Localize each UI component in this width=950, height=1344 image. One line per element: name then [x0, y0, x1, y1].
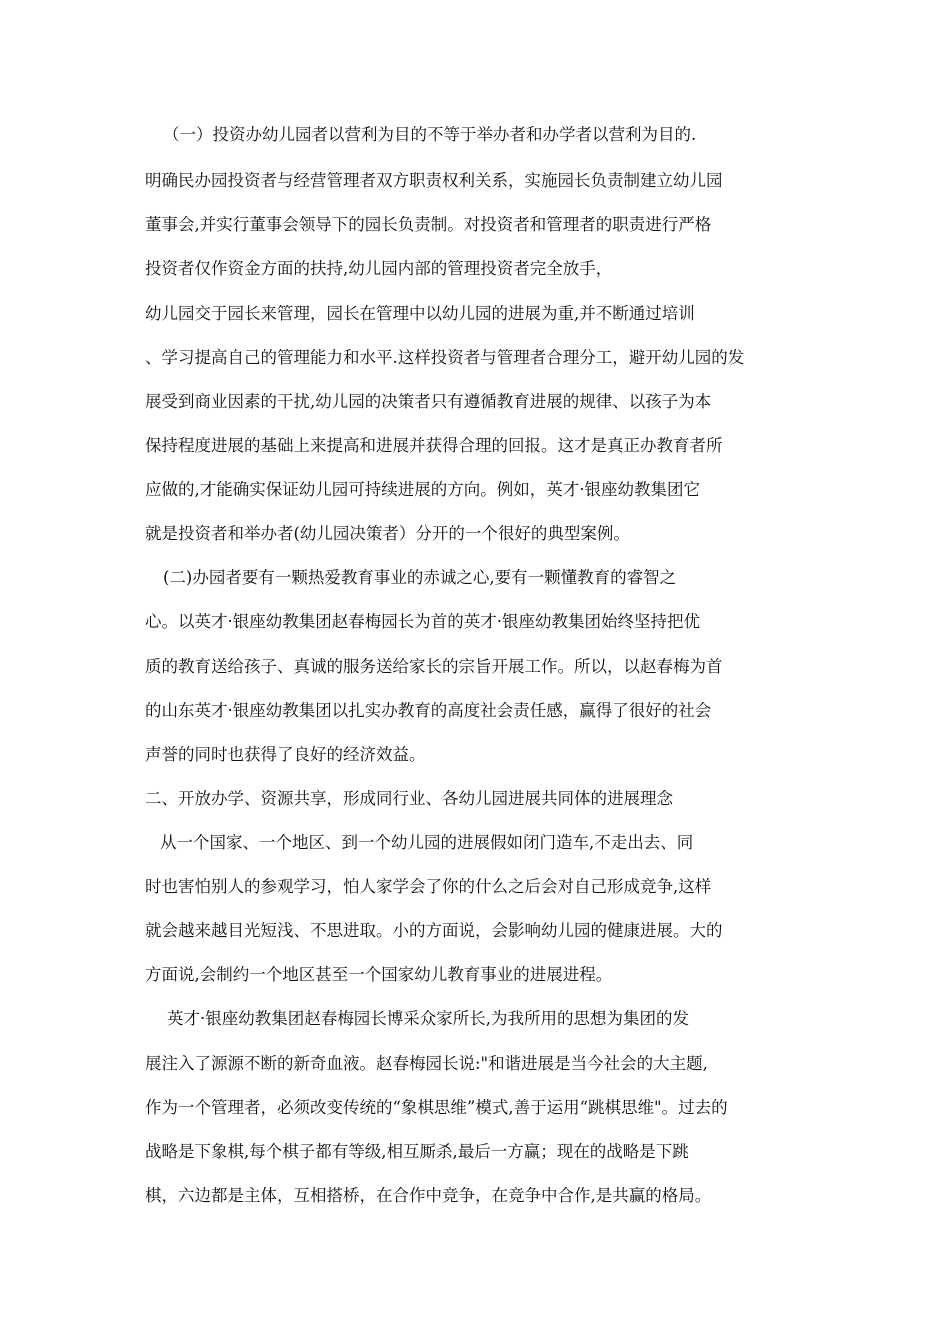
text-line: 棋，六边都是主体，互相搭桥，在合作中竞争，在竞争中合作,是共赢的格局。: [145, 1186, 712, 1205]
text-line: (二)办园者要有一颗热爱教育事业的赤诚之心,要有一颗懂教育的睿智之: [163, 568, 677, 587]
text-line: 董事会,并实行董事会领导下的园长负责制。对投资者和管理者的职责进行严格: [145, 215, 712, 234]
text-line: 展受到商业因素的干扰,幼儿园的决策者只有遵循教育进展的规律、以孩子为本: [145, 392, 712, 411]
text-line: 质的教育送给孩子、真诚的服务送给家长的宗旨开展工作。所以，以赵春梅为首: [145, 657, 723, 676]
text-line: 声誉的同时也获得了良好的经济效益。: [145, 745, 426, 764]
text-line: 战略是下象棋,每个棋子都有等级,相互厮杀,最后一方赢；现在的战略是下跳: [145, 1142, 689, 1161]
text-line: 投资者仅作资金方面的扶持,幼儿园内部的管理投资者完全放手，: [145, 259, 613, 278]
text-line: 保持程度进展的基础上来提高和进展并获得合理的回报。这才是真正办教育者所: [145, 436, 723, 455]
text-line: 时也害怕别人的参观学习，怕人家学会了你的什么之后会对自己形成竞争,这样: [145, 877, 712, 896]
text-line: 应做的,才能确实保证幼儿园可持续进展的方向。例如，英才·银座幼教集团它: [145, 480, 700, 499]
text-line: 方面说,会制约一个地区甚至一个国家幼儿教育事业的进展进程。: [145, 965, 613, 984]
text-line: 的山东英才·银座幼教集团以扎实办教育的高度社会责任感，赢得了很好的社会: [145, 701, 712, 720]
text-line: 二、开放办学、资源共享，形成同行业、各幼儿园进展共同体的进展理念: [145, 789, 673, 808]
text-line: 就是投资者和举办者(幼儿园决策者）分开的一个很好的典型案例。: [145, 524, 630, 543]
text-line: 从一个国家、一个地区、到一个幼儿园的进展假如闭门造车,不走出去、同: [160, 833, 694, 852]
text-line: 展注入了源源不断的新奇血液。赵春梅园长说:"和谐进展是当今社会的大主题,: [145, 1054, 708, 1073]
text-line: （一）投资办幼儿园者以营利为目的不等于举办者和办学者以营利为目的.: [163, 125, 697, 144]
text-line: 英才·银座幼教集团赵春梅园长博采众家所长,为我所用的思想为集团的发: [167, 1009, 689, 1028]
text-line: 明确民办园投资者与经营管理者双方职责权利关系，实施园长负责制建立幼儿园: [145, 171, 723, 190]
text-line: 心。以英才·银座幼教集团赵春梅园长为首的英才·银座幼教集团始终坚持把优: [145, 612, 700, 631]
text-line: 、学习提高自己的管理能力和水平.这样投资者与管理者合理分工，避开幼儿园的发: [145, 348, 745, 367]
text-line: 就会越来越目光短浅、不思进取。小的方面说，会影响幼儿园的健康进展。大的: [145, 921, 723, 940]
text-line: 幼儿园交于园长来管理，园长在管理中以幼儿园的进展为重,并不断通过培训: [145, 304, 695, 323]
text-line: 作为一个管理者，必须改变传统的“象棋思维”模式,善于运用“跳棋思维"。过去的: [145, 1098, 728, 1117]
